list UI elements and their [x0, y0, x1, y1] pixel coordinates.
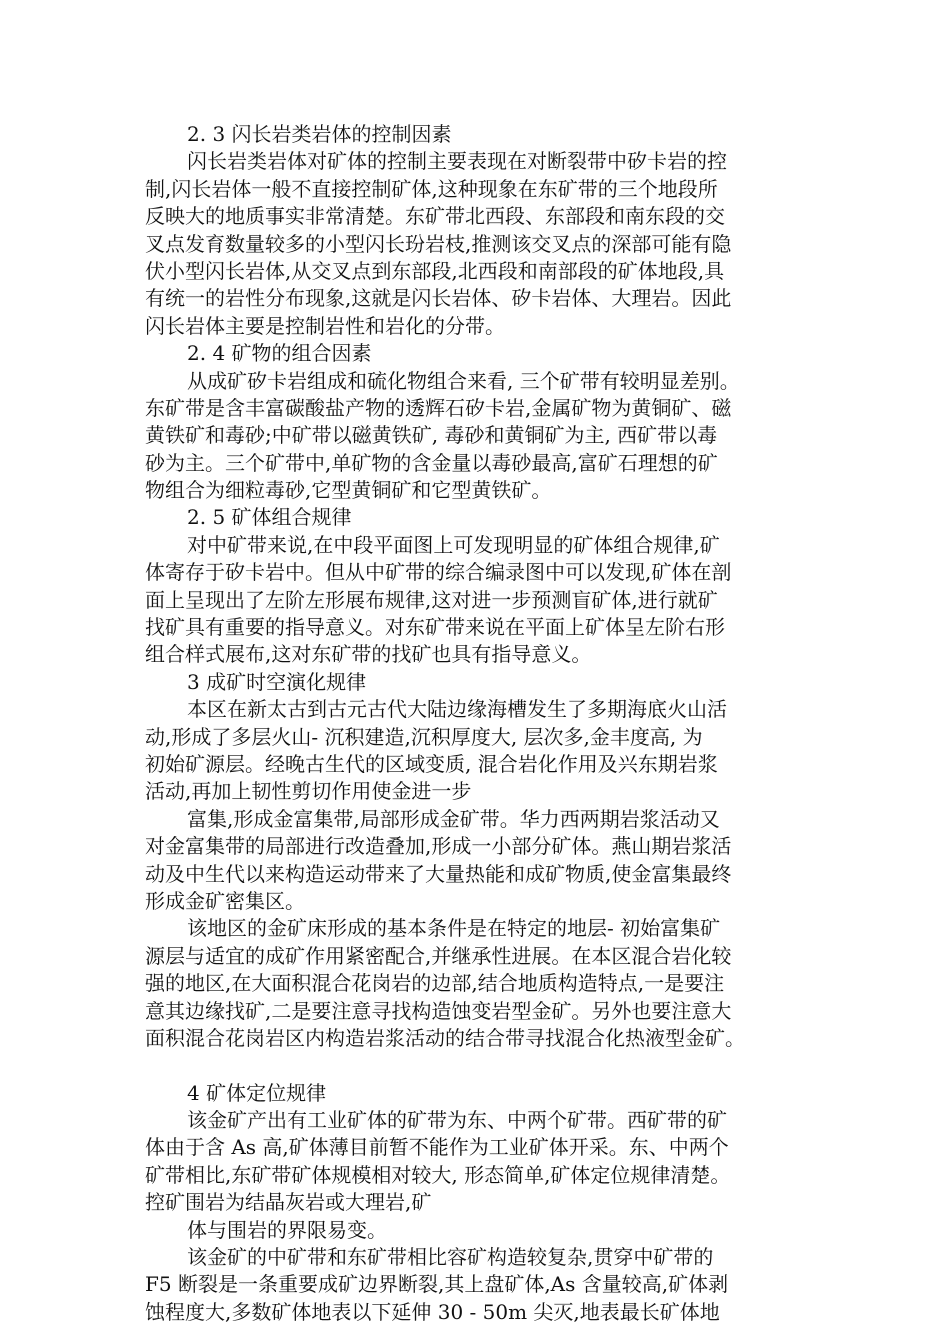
section-heading-2-3: 2. 3 闪长岩类岩体的控制因素 [187, 122, 452, 146]
paragraph-line: 有统一的岩性分布现象,这就是闪长岩体、矽卡岩体、大理岩。因此 [145, 286, 732, 311]
paragraph-line: 该金矿的中矿带和东矿带相比容矿构造较复杂,贯穿中矿带的 [187, 1245, 714, 1270]
paragraph-line: 闪长岩体主要是控制岩性和岩化的分带。 [145, 313, 505, 338]
paragraph-line: 面上呈现出了左阶左形展布规律,这对进一步预测盲矿体,进行就矿 [145, 587, 718, 612]
paragraph-line: 意其边缘找矿,二是要注意寻找构造蚀变岩型金矿。另外也要注意大 [145, 998, 732, 1023]
paragraph-line: 从成矿矽卡岩组成和硫化物组合来看, 三个矿带有较明显差别。 [187, 368, 740, 393]
paragraph-line: 黄铁矿和毒砂;中矿带以磁黄铁矿, 毒砂和黄铜矿为主, 西矿带以毒 [145, 423, 718, 448]
paragraph-line: 东矿带是含丰富碳酸盐产物的透辉石矽卡岩,金属矿物为黄铜矿、磁 [145, 395, 732, 420]
paragraph-line: 伏小型闪长岩体,从交叉点到东部段,北西段和南部段的矿体地段,具 [145, 258, 725, 283]
document-page [145, 121, 815, 1326]
paragraph-line: 叉点发育数量较多的小型闪长玢岩枝,推测该交叉点的深部可能有隐 [145, 231, 732, 256]
paragraph-line: 对中矿带来说,在中段平面图上可发现明显的矿体组合规律,矿 [187, 532, 720, 557]
paragraph-line: 反映大的地质事实非常清楚。东矿带北西段、东部段和南东段的交 [145, 204, 725, 229]
paragraph-line: 物组合为细粒毒砂,它型黄铜矿和它型黄铁矿。 [145, 478, 552, 503]
paragraph-line: 对金富集带的局部进行改造叠加,形成一小部分矿体。燕山期岩浆活 [145, 834, 732, 859]
paragraph-line: 控矿围岩为结晶灰岩或大理岩,矿 [145, 1190, 432, 1215]
paragraph-line: 该金矿产出有工业矿体的矿带为东、中两个矿带。西矿带的矿 [187, 1108, 727, 1133]
paragraph-line: 动及中生代以来构造运动带来了大量热能和成矿物质,使金富集最终 [145, 861, 732, 886]
paragraph-line: 砂为主。三个矿带中,单矿物的含金量以毒砂最高,富矿石理想的矿 [145, 450, 718, 475]
section-heading-2-4: 2. 4 矿物的组合因素 [187, 341, 372, 366]
paragraph-line: 蚀程度大,多数矿体地表以下延伸 30 - 50m 尖灭,地表最长矿体地 [145, 1299, 720, 1324]
paragraph-line: 组合样式展布,这对东矿带的找矿也具有指导意义。 [145, 642, 592, 667]
paragraph-line: 强的地区,在大面积混合花岗岩的边部,结合地质构造特点,一是要注 [145, 971, 725, 996]
paragraph-line: 富集,形成金富集带,局部形成金矿带。华力西两期岩浆活动又 [187, 806, 720, 831]
paragraph-line: F5 断裂是一条重要成矿边界断裂,其上盘矿体,As 含量较高,矿体剥 [145, 1272, 729, 1297]
section-heading-4: 4 矿体定位规律 [187, 1080, 327, 1105]
paragraph-gap [145, 1052, 815, 1079]
paragraph-line: 动,形成了多层火山- 沉积建造,沉积厚度大, 层次多,金丰度高, 为 [145, 724, 703, 749]
paragraph-line: 闪长岩类岩体对矿体的控制主要表现在对断裂带中矽卡岩的控 [187, 149, 727, 174]
paragraph-line: 制,闪长岩体一般不直接控制矿体,这种现象在东矿带的三个地段所 [145, 176, 718, 201]
paragraph-line: 该地区的金矿床形成的基本条件是在特定的地层- 初始富集矿 [187, 916, 721, 941]
paragraph-line: 形成金矿密集区。 [145, 888, 305, 913]
section-heading-2-5: 2. 5 矿体组合规律 [187, 505, 352, 530]
paragraph-line: 活动,再加上韧性剪切作用使金进一步 [145, 779, 472, 804]
paragraph-line: 体寄存于矽卡岩中。但从中矿带的综合编录图中可以发现,矿体在剖 [145, 560, 732, 585]
section-heading-3: 3 成矿时空演化规律 [187, 669, 367, 694]
paragraph-line: 矿带相比,东矿带矿体规模相对较大, 形态简单,矿体定位规律清楚。 [145, 1162, 731, 1187]
paragraph-line: 面积混合花岗岩区内构造岩浆活动的结合带寻找混合化热液型金矿。 [145, 1025, 745, 1050]
paragraph-line: 找矿具有重要的指导意义。对东矿带来说在平面上矿体呈左阶右形 [145, 615, 725, 640]
paragraph-line: 本区在新太古到古元古代大陆边缘海槽发生了多期海底火山活 [187, 697, 727, 722]
paragraph-line: 源层与适宜的成矿作用紧密配合,并继承性进展。在本区混合岩化较 [145, 943, 732, 968]
paragraph-line: 体由于含 As 高,矿体薄目前暂不能作为工业矿体开采。东、中两个 [145, 1135, 729, 1160]
paragraph-line: 体与围岩的界限易变。 [187, 1217, 387, 1242]
paragraph-line: 初始矿源层。经晚古生代的区域变质, 混合岩化作用及兴东期岩浆 [145, 751, 718, 776]
